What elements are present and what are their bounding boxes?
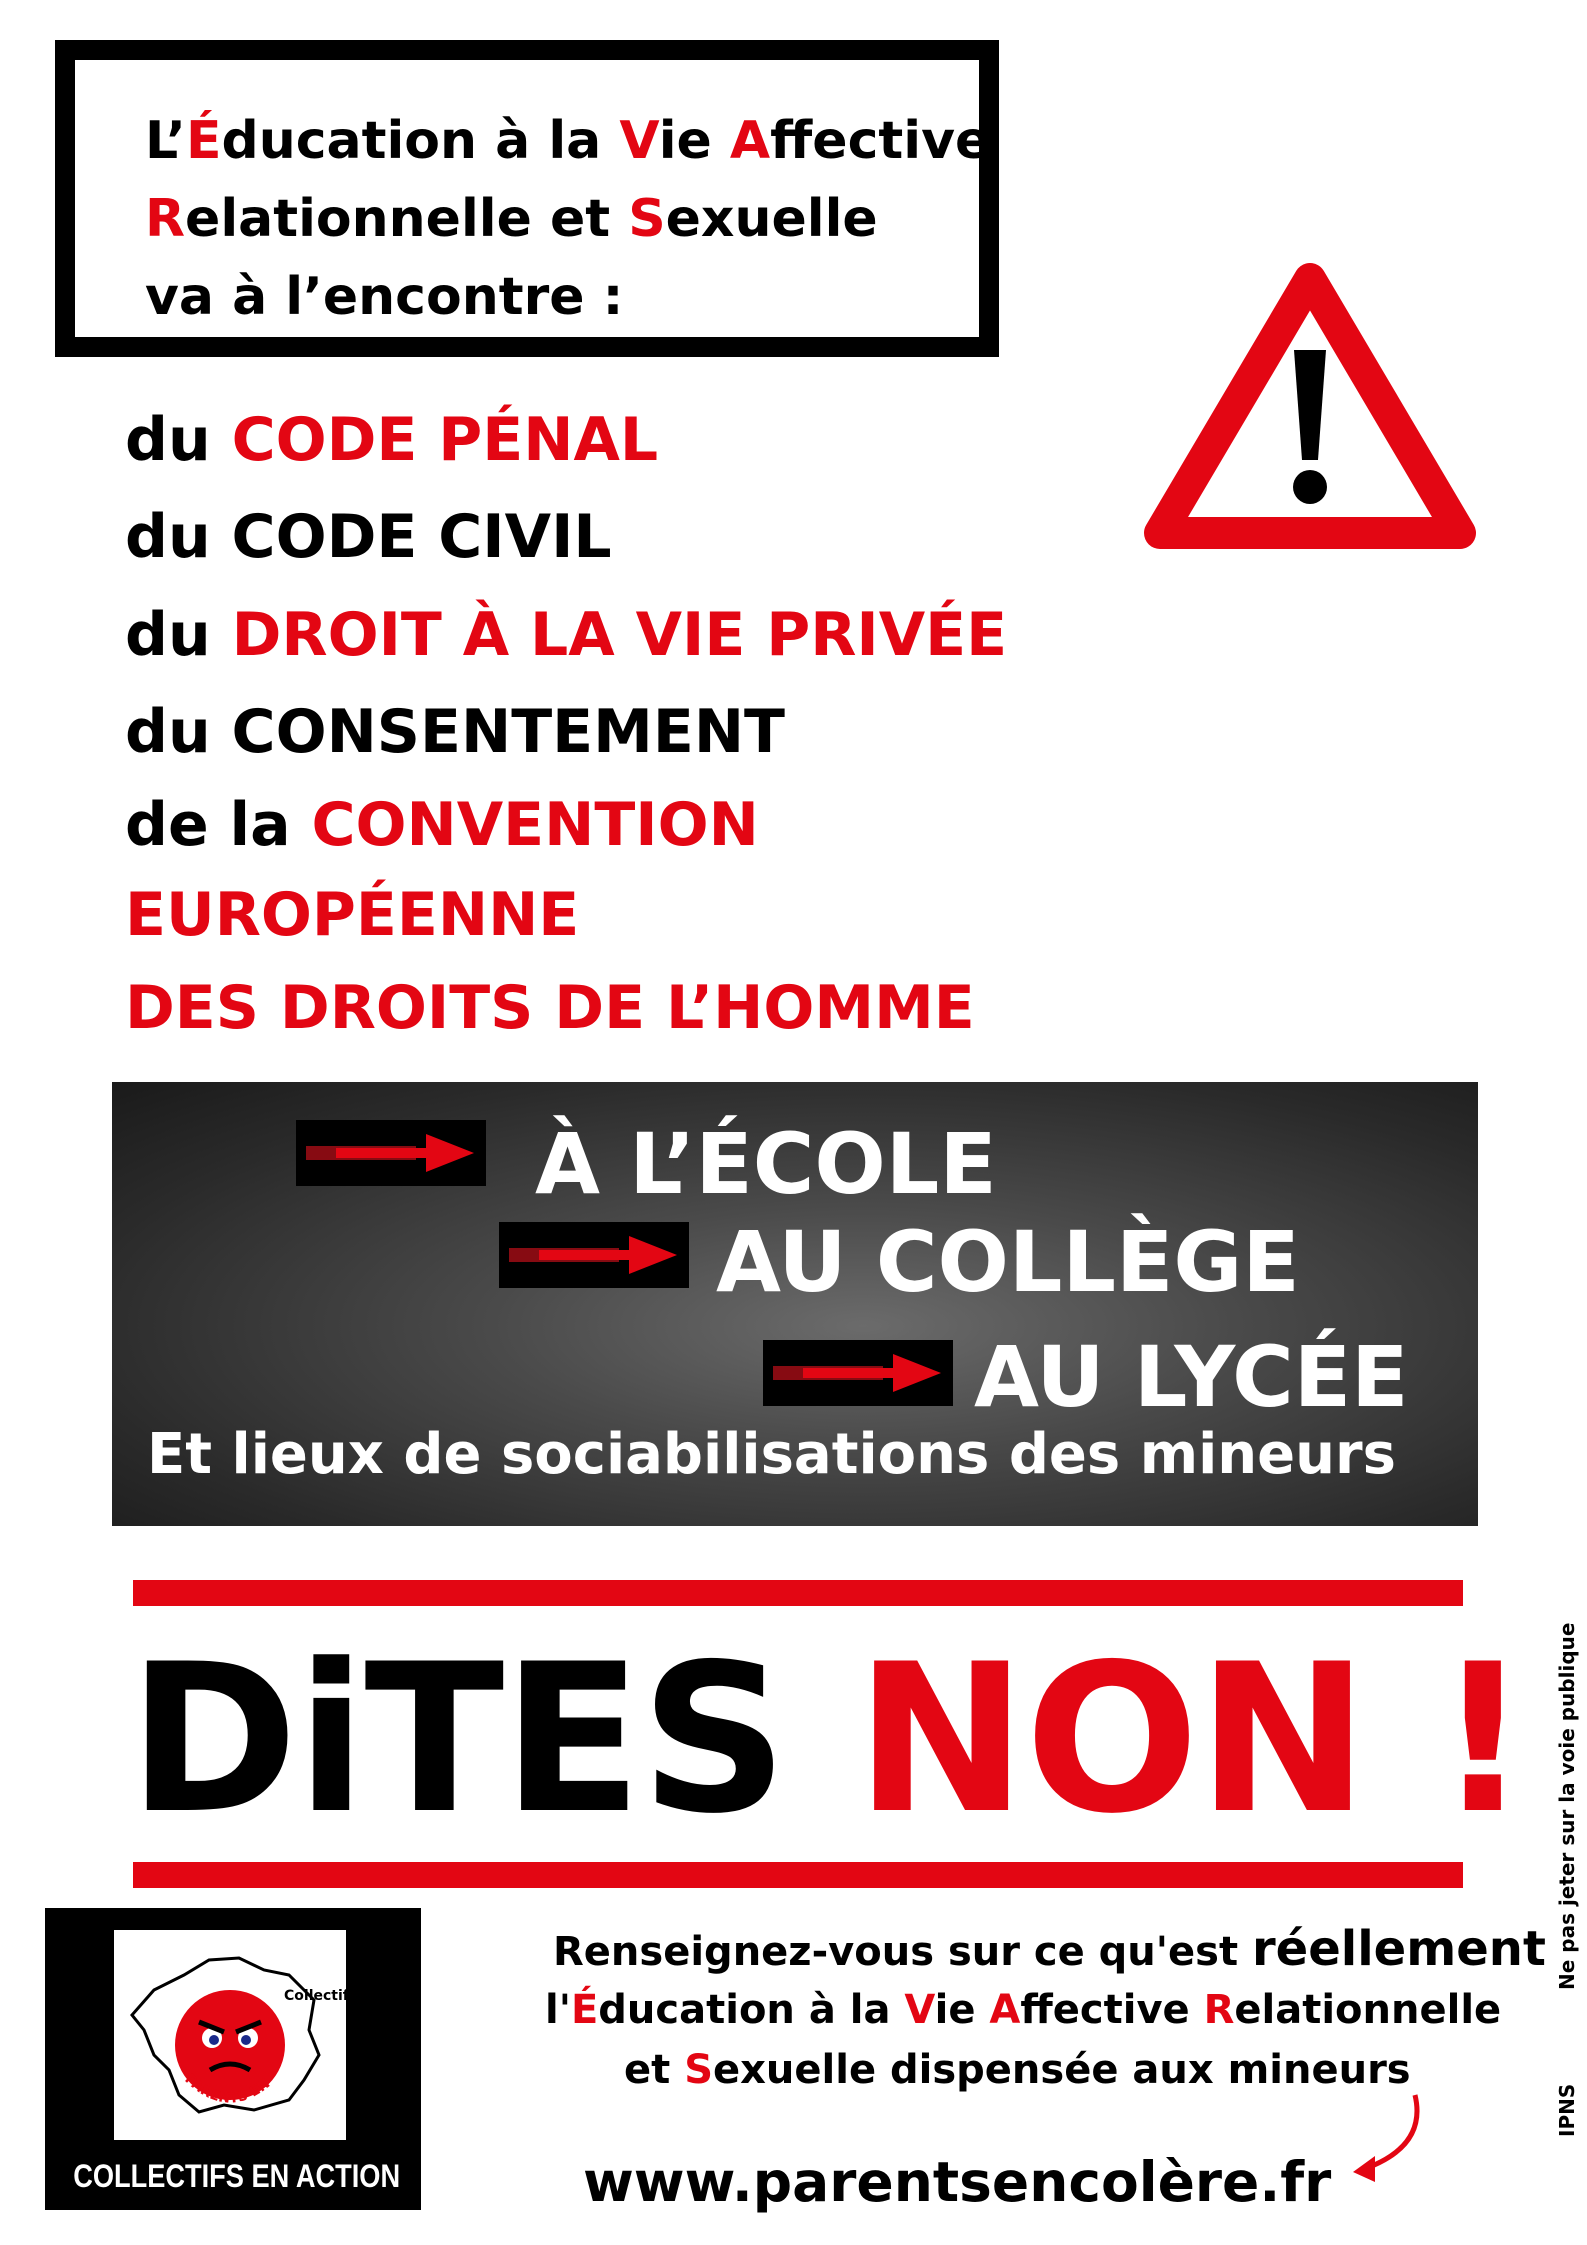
info-line-1-text: Renseignez-vous sur ce qu'est	[553, 1929, 1252, 1975]
list-item-prefix: du	[125, 600, 232, 670]
side-note: Ne pas jeter sur la voie publique	[1555, 1622, 1579, 1990]
text-segment: V	[904, 1987, 935, 2033]
info-line-1-emphasis: réellement	[1251, 1921, 1546, 1977]
intro-line-1	[145, 111, 991, 171]
ipns-label: IPNS	[1555, 2083, 1579, 2137]
warning-triangle-icon	[1140, 255, 1480, 555]
arrow-right-icon	[763, 1340, 953, 1406]
curved-arrow-icon	[1345, 2090, 1425, 2190]
text-segment: ie	[934, 1987, 990, 2033]
intro-line-3: va à l’encontre :	[145, 267, 624, 327]
text-segment: l'	[545, 1987, 571, 2033]
list-item-convention	[125, 790, 759, 860]
list-item-vie-privee	[125, 600, 1008, 670]
slogan	[128, 1621, 1528, 1859]
logo-small-text: Collectif	[284, 1988, 346, 2004]
slogan-dites: DiTES	[128, 1621, 856, 1859]
text-segment: É	[185, 111, 222, 171]
text-segment: exuelle	[665, 189, 878, 249]
logo-arc-text: PARENTS EN	[181, 2071, 274, 2107]
banner-line-college: AU COLLÈGE	[716, 1213, 1300, 1311]
text-segment: S	[628, 189, 666, 249]
logo-image	[114, 1930, 346, 2140]
text-segment: R	[1203, 1987, 1235, 2033]
text-segment: ducation à la	[221, 111, 620, 171]
intro-box	[55, 40, 999, 357]
list-item-highlight: DROIT À LA VIE PRIVÉE	[231, 600, 1008, 670]
text-segment: ffective	[770, 111, 991, 171]
intro-line-2	[145, 189, 878, 249]
arrow-right-icon	[296, 1120, 486, 1186]
slogan-non: NON !	[855, 1621, 1528, 1859]
text-segment: É	[570, 1987, 599, 2033]
banner-line-lycee: AU LYCÉE	[974, 1328, 1409, 1426]
list-item-highlight: CODE PÉNAL	[231, 405, 659, 475]
text-segment: elationnelle et	[185, 189, 629, 249]
text-segment: R	[145, 189, 186, 249]
website-link[interactable]: www.parentsencolère.fr	[583, 2150, 1332, 2214]
top-red-bar	[133, 1580, 1463, 1606]
info-line-1	[553, 1921, 1546, 1977]
list-item-code-civil: du CODE CIVIL	[125, 502, 612, 572]
list-item-prefix: de la	[125, 790, 312, 860]
collectifs-logo	[45, 1908, 421, 2210]
info-line-3	[624, 2047, 1411, 2093]
text-segment: V	[619, 111, 659, 171]
list-item-consentement: du CONSENTEMENT	[125, 697, 785, 767]
arrow-right-icon	[499, 1222, 689, 1288]
text-segment: S	[684, 2047, 713, 2093]
school-banner	[112, 1082, 1478, 1526]
list-item-prefix: du	[125, 405, 232, 475]
text-segment: ie	[658, 111, 730, 171]
text-segment: exuelle dispensée aux mineurs	[713, 2047, 1411, 2093]
info-line-2	[545, 1987, 1502, 2033]
banner-subtitle: Et lieux de sociabilisations des mineurs	[147, 1422, 1396, 1487]
list-item-highlight: CONVENTION	[311, 790, 759, 860]
banner-line-ecole: À L’ÉCOLE	[535, 1115, 997, 1213]
text-segment: A	[989, 1987, 1021, 2033]
list-item-code-penal	[125, 405, 659, 475]
text-segment: ffective	[1020, 1987, 1204, 2033]
text-segment: ducation à la	[598, 1987, 905, 2033]
list-item-europeenne: EUROPÉENNE	[125, 880, 580, 950]
text-segment: A	[729, 111, 771, 171]
logo-caption: COLLECTIFS EN ACTION	[73, 2158, 401, 2194]
list-item-droits-homme: DES DROITS DE L’HOMME	[125, 973, 975, 1043]
text-segment: elationnelle	[1234, 1987, 1502, 2033]
text-segment: et	[624, 2047, 685, 2093]
bottom-red-bar	[133, 1862, 1463, 1888]
text-segment: L’	[145, 111, 186, 171]
